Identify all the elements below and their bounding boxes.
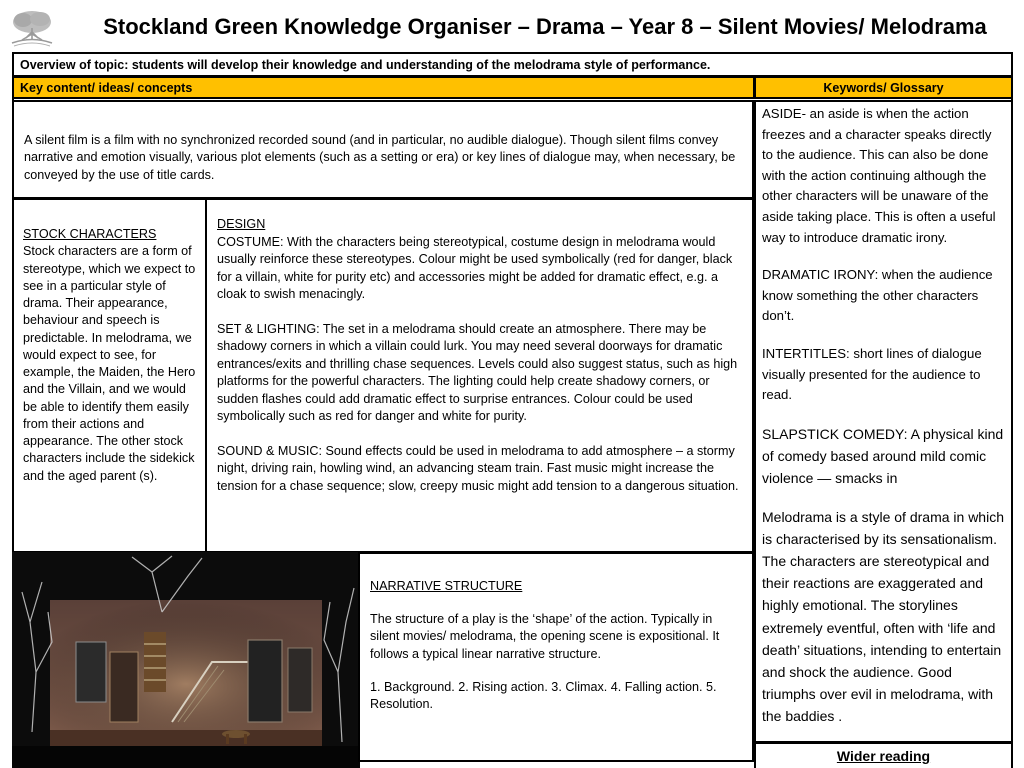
stock-characters-heading: STOCK CHARACTERS [23, 227, 157, 241]
design-section [205, 198, 754, 553]
stage-set-photo [12, 552, 360, 768]
glossary-panel [754, 100, 1013, 743]
costume-text: COSTUME: With the characters being stereotypical, costume design in melodrama would usually reinforce these stereotypes. Colour might be used symbolically (red for danger, black for a villain, white for purity etc) and accessories might be added for dramatic effect, e.g. a cloak to swish menacingly. [217, 234, 733, 301]
stock-characters-section [12, 198, 207, 553]
silent-film-intro [12, 100, 754, 199]
narrative-text: The structure of a play is the ‘shape’ of the action. Typically in silent movies/ melodrama, the opening scene is expositional. It follows a typical linear narrative structure. [370, 611, 720, 661]
narrative-stages: 1. Background. 2. Rising action. 3. Climax. 4. Falling action. 5. Resolution. [370, 679, 717, 712]
glossary-intertitles: INTERTITLES: short lines of dialogue visually presented for the audience to read. [762, 345, 982, 403]
glossary-dramatic-irony: DRAMATIC IRONY: when the audience know something the other characters don’t. [762, 267, 993, 324]
glossary-melodrama: Melodrama is a style of drama in which is characterised by its sensationalism. The characters are stereotypical and their reactions are exaggerated and highly emotional. The storylines extremely eventful, often with ‘life and death’ situations, intending to entertain and shock the audience. Good triumphs over evil in melodrama, with the baddies . [762, 509, 1004, 725]
stock-characters-text: Stock characters are a form of stereotype, which we expect to see in a particular style of drama. Their appearance, behaviour and speech is predictable. In melodrama, we would expect to see, for example, the Maiden, the Hero and the Villain, and we would be able to identify them easily from their actions and appearance. The other stock characters include the sidekick and the aged parent (s). [23, 244, 196, 483]
intro-text: A silent film is a film with no synchronized recorded sound (and in particular, no audible dialogue). Though silent films convey narrative and emotion visually, various plot elements (such as a setting or era) or key lines of dialogue may, when necessary, be conveyed by the use of title cards. [24, 133, 736, 182]
set-lighting-text: SET & LIGHTING: The set in a melodrama should create an atmosphere. There may be shadowy corners in which a villain could lurk. You may need several doorways for dramatic entrances/exits and thrilling chase sequences. Levels could also suggest status, such as high platforms for the powerful characters. The lighting could help create shadowy corners, or sudden flashes could add dramatic effect to surprise entrances. Colour could be used symbolically such as red for danger and white for purity. [217, 321, 738, 423]
narrative-structure-section [358, 552, 754, 762]
glossary-header: Keywords/ Glossary [754, 76, 1013, 99]
glossary-aside: ASIDE- an aside is when the action freezes and a character speaks directly to the audience. This can also be done with the action continuing although the other characters will be unaware of the aside taking place. This is often a useful way to introduce dramatic irony. [762, 106, 996, 245]
topic-overview: Overview of topic: students will develop their knowledge and understanding of the melodrama style of performance. [12, 52, 1013, 77]
wider-reading-heading: Wider reading [754, 742, 1013, 768]
school-tree-logo-icon [6, 8, 58, 48]
key-content-header: Key content/ ideas/ concepts [12, 76, 755, 99]
sound-music-text: SOUND & MUSIC: Sound effects could be used in melodrama to add atmosphere – a stormy night, driving rain, howling wind, an advancing steam train. Fast music might increase the tension for a chase sequence; slow, creepy music might add tension to a dangerous situation. [217, 443, 739, 493]
design-heading: DESIGN [217, 217, 266, 231]
narrative-heading: NARRATIVE STRUCTURE [370, 579, 523, 593]
page-title: Stockland Green Knowledge Organiser – Drama – Year 8 – Silent Movies/ Melodrama [103, 14, 987, 39]
glossary-slapstick: SLAPSTICK COMEDY: A physical kind of comedy based around mild comic violence — smacks in [762, 425, 1004, 486]
